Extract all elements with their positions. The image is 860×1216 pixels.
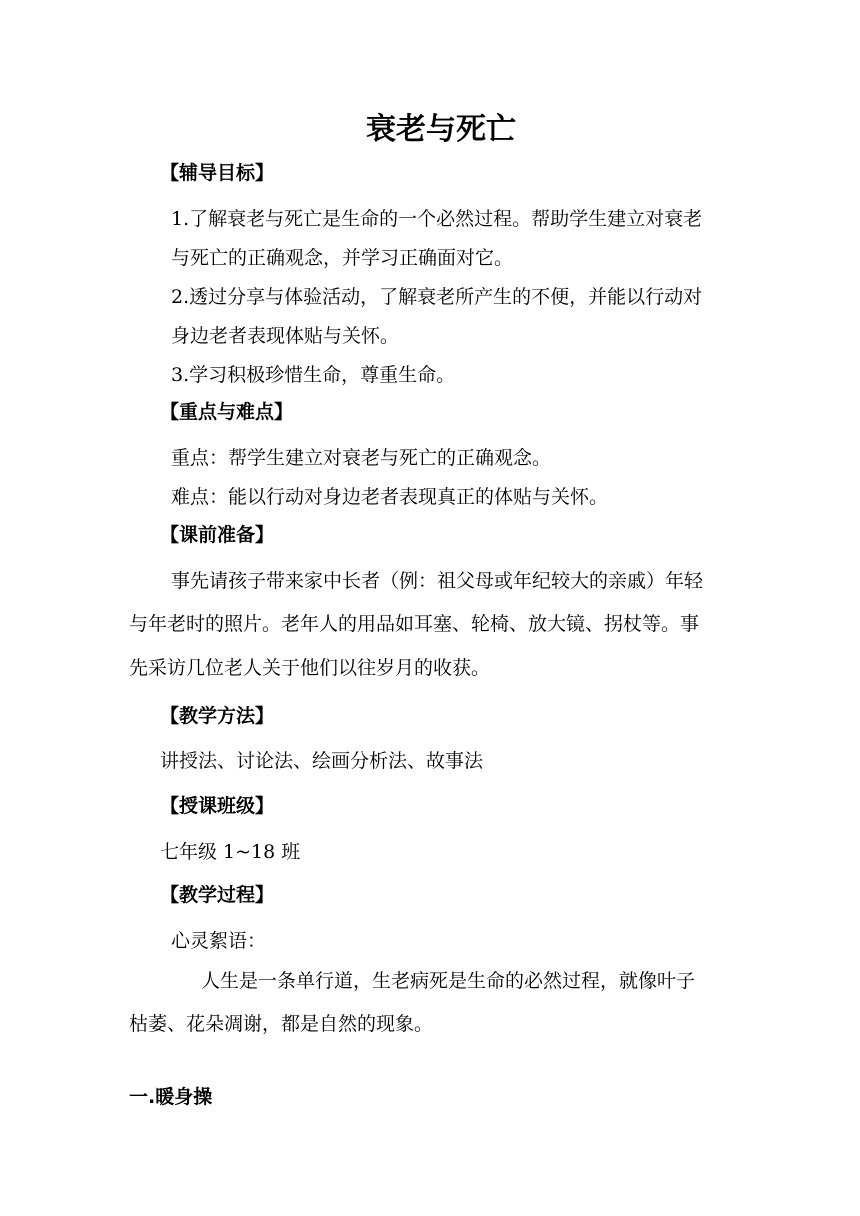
classes-heading: 【授课班级】 (160, 795, 275, 817)
process-quote-line-1: 人生是一条单行道，生老病死是生命的必然过程，就像叶子 (201, 970, 696, 992)
preparation-heading: 【课前准备】 (160, 524, 275, 546)
methods-text: 讲授法、讨论法、绘画分析法、故事法 (160, 750, 484, 772)
process-quote-line-2: 枯萎、花朵凋谢，都是自然的现象。 (129, 1013, 434, 1035)
goals-line-5: 3.学习积极珍惜生命，尊重生命。 (171, 364, 456, 386)
process-intro: 心灵絮语： (171, 930, 267, 952)
preparation-line-1: 事先请孩子带来家中长者（例：祖父母或年纪较大的亲戚）年轻 (171, 570, 704, 592)
goals-heading: 【辅导目标】 (160, 162, 275, 184)
goals-line-2: 与死亡的正确观念，并学习正确面对它。 (171, 247, 514, 269)
classes-text: 七年级 1~18 班 (160, 841, 301, 863)
goals-line-4: 身边老者表现体贴与关怀。 (171, 325, 400, 347)
goals-line-1: 1.了解衰老与死亡是生命的一个必然过程。帮助学生建立对衰老 (171, 208, 703, 230)
key-points-heading: 【重点与难点】 (160, 401, 294, 423)
methods-heading: 【教学方法】 (160, 705, 275, 727)
warmup-heading: 一.暖身操 (129, 1086, 213, 1108)
process-heading: 【教学过程】 (160, 884, 275, 906)
page-title: 衰老与死亡 (366, 112, 516, 147)
key-point-line: 重点：帮学生建立对衰老与死亡的正确观念。 (171, 447, 552, 469)
preparation-line-2: 与年老时的照片。老年人的用品如耳塞、轮椅、放大镜、拐杖等。事 (129, 613, 700, 635)
goals-line-3: 2.透过分享与体验活动，了解衰老所产生的不便，并能以行动对 (171, 286, 703, 308)
difficulty-line: 难点：能以行动对身边老者表现真正的体贴与关怀。 (171, 486, 609, 508)
preparation-line-3: 先采访几位老人关于他们以往岁月的收获。 (129, 657, 491, 679)
